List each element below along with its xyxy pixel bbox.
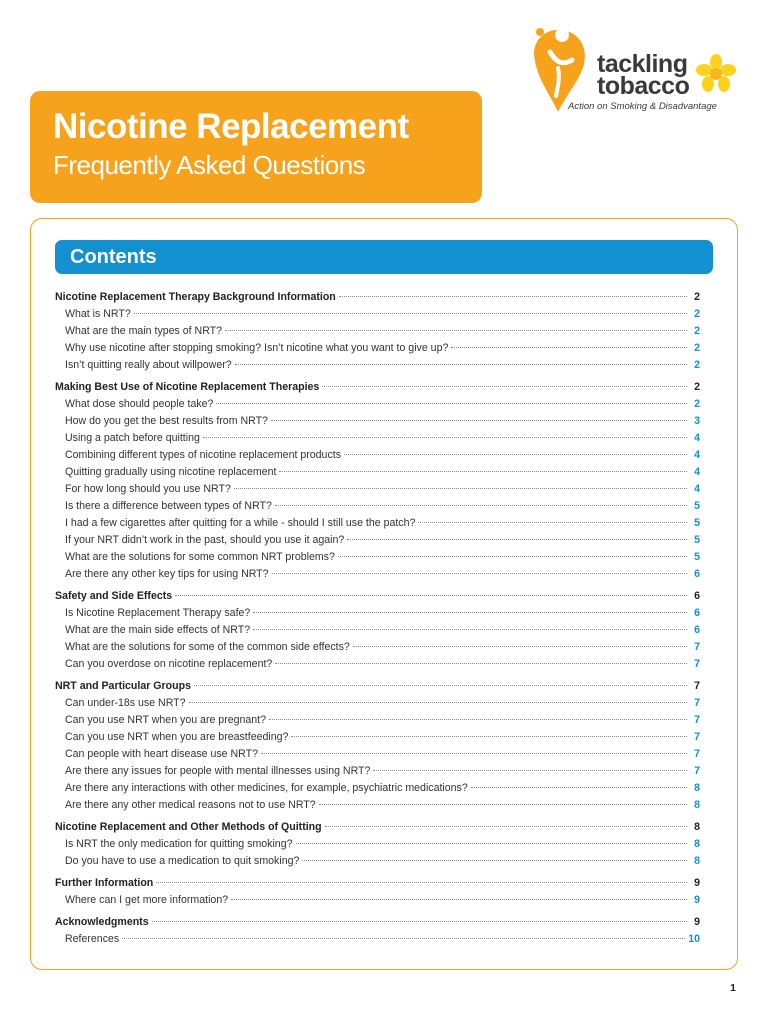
toc-entry[interactable] <box>55 695 700 712</box>
toc-section-heading-page: 6 <box>694 590 700 602</box>
toc-section-heading[interactable] <box>55 678 700 695</box>
dot-leader <box>189 702 687 703</box>
toc-entry-page: 2 <box>694 325 700 337</box>
toc-entry-page: 5 <box>694 517 700 529</box>
toc-section-heading-title: Making Best Use of Nicotine Replacement Therapies <box>55 381 320 393</box>
toc-section-heading[interactable] <box>55 379 700 396</box>
dot-leader <box>353 646 687 647</box>
toc-entry[interactable] <box>55 566 700 583</box>
toc-entry-page: 10 <box>688 933 700 945</box>
toc-entry[interactable] <box>55 622 700 639</box>
page-number: 1 <box>730 982 736 994</box>
toc-section-heading-title: Further Information <box>55 877 154 889</box>
toc-section <box>55 875 700 909</box>
toc-section-heading[interactable] <box>55 588 700 605</box>
dot-leader <box>325 826 687 827</box>
dot-leader <box>175 595 687 596</box>
toc-entry-page: 5 <box>694 534 700 546</box>
dot-leader <box>194 685 687 686</box>
toc-entry[interactable] <box>55 853 700 870</box>
toc-entry-page: 7 <box>694 641 700 653</box>
dot-leader <box>275 663 687 664</box>
toc-entry-title: Can under-18s use NRT? <box>65 697 186 709</box>
toc-entry[interactable] <box>55 605 700 622</box>
toc-entry-page: 7 <box>694 658 700 670</box>
dot-leader <box>338 556 687 557</box>
dot-leader <box>271 420 687 421</box>
dot-leader <box>344 454 687 455</box>
dot-leader <box>216 403 687 404</box>
toc-section-heading-title: NRT and Particular Groups <box>55 680 191 692</box>
document-subtitle: Frequently Asked Questions <box>53 150 366 180</box>
toc-entry-page: 5 <box>694 551 700 563</box>
dot-leader <box>269 719 687 720</box>
dot-leader <box>122 938 685 939</box>
dot-leader <box>152 921 687 922</box>
toc-entry-page: 2 <box>694 308 700 320</box>
toc-entry-page: 2 <box>694 359 700 371</box>
toc-entry-title: What are the main side effects of NRT? <box>65 624 251 636</box>
toc-entry-page: 8 <box>694 799 700 811</box>
toc-entry-page: 7 <box>694 748 700 760</box>
toc-entry-page: 2 <box>694 398 700 410</box>
toc-section <box>55 678 700 814</box>
dot-leader <box>279 471 687 472</box>
toc-entry-page: 9 <box>694 894 700 906</box>
toc-entry[interactable] <box>55 430 700 447</box>
document-title: Nicotine Replacement <box>53 107 409 146</box>
toc-entry-page: 4 <box>694 449 700 461</box>
dot-leader <box>296 843 688 844</box>
toc-entry[interactable] <box>55 836 700 853</box>
toc-section-heading-page: 9 <box>694 916 700 928</box>
logo-word-tobacco: tobacco <box>597 72 690 100</box>
toc-entry-title: What are the solutions for some of the common side effects? <box>65 641 350 653</box>
toc-entry-page: 8 <box>694 838 700 850</box>
toc-entry-title: Can you use NRT when you are pregnant? <box>65 714 267 726</box>
dot-leader <box>235 364 687 365</box>
toc-entry[interactable] <box>55 549 700 566</box>
toc-section-heading-title: Acknowledgments <box>55 916 149 928</box>
toc-entry[interactable] <box>55 532 700 549</box>
toc-entry-title: Is there a difference between types of NRT? <box>65 500 272 512</box>
toc-entry-title: If your NRT didn’t work in the past, should you use it again? <box>65 534 345 546</box>
dot-leader <box>339 296 687 297</box>
toc-entry[interactable] <box>55 498 700 515</box>
toc-entry-page: 6 <box>694 607 700 619</box>
toc-section-heading[interactable] <box>55 875 700 892</box>
dot-leader <box>471 787 687 788</box>
dot-leader <box>275 505 687 506</box>
toc-section-heading-page: 8 <box>694 821 700 833</box>
toc-entry-page: 7 <box>694 731 700 743</box>
toc-section <box>55 819 700 870</box>
dot-leader <box>302 860 687 861</box>
title-banner <box>30 91 482 203</box>
toc-section-heading[interactable] <box>55 914 700 931</box>
toc-section <box>55 379 700 583</box>
toc-section-heading-page: 2 <box>694 291 700 303</box>
logo-tagline: Action on Smoking & Disadvantage <box>568 101 717 112</box>
toc-section-heading-title: Safety and Side Effects <box>55 590 173 602</box>
toc-entry[interactable] <box>55 656 700 673</box>
toc-section-heading-page: 9 <box>694 877 700 889</box>
toc-entry[interactable] <box>55 464 700 481</box>
toc-section-heading-page: 2 <box>694 381 700 393</box>
toc-entry-page: 7 <box>694 765 700 777</box>
toc-section <box>55 289 700 374</box>
toc-entry-title: What are the solutions for some common NRT problems? <box>65 551 335 563</box>
toc-section <box>55 914 700 948</box>
toc-entry-title: Can you overdose on nicotine replacement? <box>65 658 273 670</box>
dot-leader <box>322 386 687 387</box>
toc-section <box>55 588 700 673</box>
dot-leader <box>418 522 687 523</box>
toc-entry-title: Are there any issues for people with mental illnesses using NRT? <box>65 765 371 777</box>
toc-entry[interactable] <box>55 515 700 532</box>
toc-entry[interactable] <box>55 639 700 656</box>
toc-entry-title: Are there any interactions with other medicines, for example, psychiatric medications? <box>65 782 468 794</box>
dot-leader <box>291 736 687 737</box>
dot-leader <box>253 612 687 613</box>
toc-entry-page: 6 <box>694 624 700 636</box>
toc-entry-page: 4 <box>694 432 700 444</box>
dot-leader <box>203 437 687 438</box>
toc-entry-title: Do you have to use a medication to quit smoking? <box>65 855 300 867</box>
toc-entry-title: Combining different types of nicotine replacement products <box>65 449 341 461</box>
toc-entry-title: I had a few cigarettes after quitting for a while - should I still use the patch? <box>65 517 416 529</box>
toc-entry-page: 6 <box>694 568 700 580</box>
toc-entry[interactable] <box>55 712 700 729</box>
toc-entry-title: Isn’t quitting really about willpower? <box>65 359 232 371</box>
dot-leader <box>225 330 687 331</box>
logo-word-tackling: tackling <box>597 50 688 78</box>
table-of-contents <box>55 289 700 953</box>
toc-entry-title: What are the main types of NRT? <box>65 325 223 337</box>
dot-leader <box>261 753 687 754</box>
toc-section-heading-page: 7 <box>694 680 700 692</box>
toc-entry[interactable] <box>55 447 700 464</box>
toc-entry-title: How do you get the best results from NRT? <box>65 415 268 427</box>
dot-leader <box>234 488 687 489</box>
dot-leader <box>156 882 687 883</box>
toc-entry[interactable] <box>55 357 700 374</box>
toc-entry[interactable] <box>55 729 700 746</box>
toc-entry[interactable] <box>55 797 700 814</box>
toc-entry-title: Why use nicotine after stopping smoking? Isn’t nicotine what you want to give up? <box>65 342 449 354</box>
toc-entry-page: 7 <box>694 714 700 726</box>
dot-leader <box>134 313 687 314</box>
toc-entry-title: Are there any other key tips for using NRT? <box>65 568 269 580</box>
toc-entry-page: 3 <box>694 415 700 427</box>
toc-entry-page: 8 <box>694 855 700 867</box>
toc-entry[interactable] <box>55 481 700 498</box>
toc-entry[interactable] <box>55 396 700 413</box>
toc-entry-title: Is Nicotine Replacement Therapy safe? <box>65 607 251 619</box>
toc-entry-title: References <box>65 933 120 945</box>
toc-entry-title: What is NRT? <box>65 308 131 320</box>
toc-entry[interactable] <box>55 413 700 430</box>
toc-entry-page: 4 <box>694 483 700 495</box>
dot-leader <box>253 629 687 630</box>
dot-leader <box>347 539 687 540</box>
toc-entry[interactable] <box>55 780 700 797</box>
toc-entry-page: 8 <box>694 782 700 794</box>
toc-entry-page: 4 <box>694 466 700 478</box>
dot-leader <box>373 770 687 771</box>
toc-entry-title: Quitting gradually using nicotine replacement <box>65 466 277 478</box>
toc-entry[interactable] <box>55 892 700 909</box>
contents-heading: Contents <box>55 240 713 274</box>
toc-section-heading[interactable] <box>55 289 700 306</box>
dot-leader <box>451 347 687 348</box>
toc-entry-page: 2 <box>694 342 700 354</box>
toc-entry[interactable] <box>55 931 700 948</box>
toc-section-heading[interactable] <box>55 819 700 836</box>
toc-entry-page: 7 <box>694 697 700 709</box>
dot-leader <box>272 573 687 574</box>
toc-entry[interactable] <box>55 340 700 357</box>
toc-section-heading-title: Nicotine Replacement Therapy Background Information <box>55 291 336 303</box>
toc-entry-title: What dose should people take? <box>65 398 214 410</box>
daffodil-icon <box>696 54 736 94</box>
toc-entry-page: 5 <box>694 500 700 512</box>
toc-entry[interactable] <box>55 306 700 323</box>
toc-entry-title: For how long should you use NRT? <box>65 483 231 495</box>
dot-leader <box>319 804 687 805</box>
toc-section-heading-title: Nicotine Replacement and Other Methods of Quitting <box>55 821 322 833</box>
toc-entry-title: Where can I get more information? <box>65 894 229 906</box>
toc-entry[interactable] <box>55 763 700 780</box>
toc-entry-title: Can you use NRT when you are breastfeeding? <box>65 731 289 743</box>
toc-entry-title: Using a patch before quitting <box>65 432 200 444</box>
toc-entry-title: Are there any other medical reasons not to use NRT? <box>65 799 316 811</box>
toc-entry-title: Is NRT the only medication for quitting smoking? <box>65 838 293 850</box>
dot-leader <box>231 899 687 900</box>
tackling-tobacco-logo <box>528 26 748 116</box>
toc-entry[interactable] <box>55 323 700 340</box>
toc-entry-title: Can people with heart disease use NRT? <box>65 748 258 760</box>
toc-entry[interactable] <box>55 746 700 763</box>
